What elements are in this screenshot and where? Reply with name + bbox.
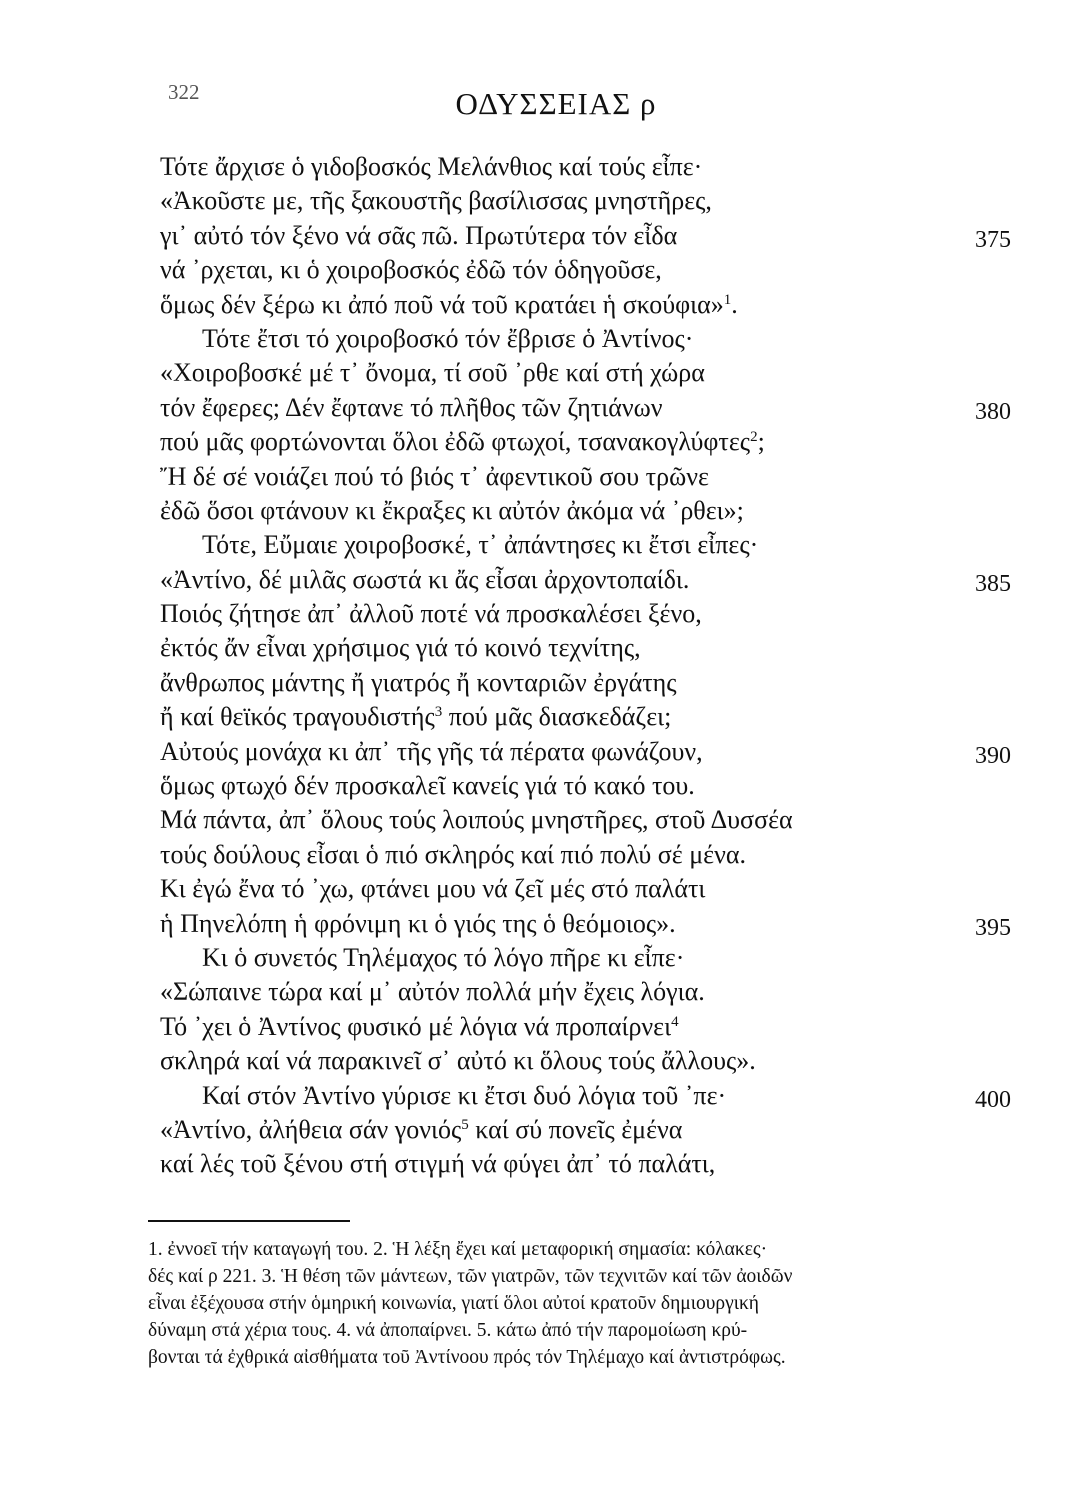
verse-line (160, 769, 920, 803)
verse-line (160, 838, 920, 872)
verse-line-number: 380 (975, 398, 1011, 425)
verse-text: ὅμως φτωχό δέν προσκαλεῖ κανείς γιά τό κακό του. (160, 771, 695, 801)
verse-line (160, 872, 920, 906)
verse-text: ἄνθρωπος μάντης ἤ γιατρός ἤ κονταριῶν ἐργάτης (160, 667, 677, 697)
verse-line (160, 288, 920, 322)
verse-line (160, 150, 920, 184)
verse-line (160, 735, 1011, 769)
footnote-line: βονται τά ἐχθρικά αἰσθήματα τοῦ Ἀντίνοου πρός τόν Τηλέμαχο καί ἀντιστρόφως. (148, 1347, 786, 1368)
verse-line (160, 460, 920, 494)
verse-text: Τότε ἔτσι τό χοιροβοσκό τόν ἔβρισε ὁ Ἀντίνος· (202, 323, 694, 353)
footnote-marker: 2 (750, 429, 758, 446)
verse-text: ἤ καί θεϊκός τραγουδιστής (160, 702, 435, 732)
verse-text-continued: πού μᾶς διασκεδάζει; (442, 702, 672, 732)
verse-text: «Ἀκοῦστε με, τῆς ξακουστῆς βασίλισσας μνηστῆρες, (160, 186, 712, 216)
verse-line (160, 391, 1011, 425)
verse-text: ἐκτός ἄν εἶναι χρήσιμος γιά τό κοινό τεχνίτης, (160, 633, 641, 663)
verse-text: Κι ἐγώ ἔνα τό ᾽χω, φτάνει μου νά ζεῖ μές στό παλάτι (160, 874, 706, 904)
verse-line (160, 253, 920, 287)
verse-line (160, 322, 920, 356)
footnote-line: δές καί ρ 221. 3. Ἡ θέση τῶν μάντεων, τῶν γιατρῶν, τῶν τεχνιτῶν καί τῶν ἀοιδῶν (148, 1266, 793, 1287)
verse-text: «Ἀντίνο, δέ μιλᾶς σωστά κι ἄς εἶσαι ἀρχοντοπαίδι. (160, 564, 690, 594)
verse-line (160, 597, 920, 631)
running-head-title: ΟΔΥΣΣΕΙΑΣ ρ (455, 86, 657, 121)
footnote-line: εἶναι ἐξέχουσα στήν ὁμηρική κοινωνία, γιατί ὅλοι αὐτοί κρατοῦν δημιουργική (148, 1293, 759, 1314)
verse-text: Τότε, Εὔμαιε χοιροβοσκέ, τ᾿ ἀπάντησες κι ἔτσι εἶπες· (202, 530, 759, 560)
verse-line (160, 907, 1011, 941)
verse-text: τούς δούλους εἶσαι ὁ πιό σκληρός καί πιό πολύ σέ μένα. (160, 839, 746, 869)
verse-line (160, 1079, 1011, 1113)
verse-line (160, 975, 920, 1009)
verse-text-continued: ; (757, 427, 765, 457)
footnote-rule (148, 1220, 350, 1222)
footnote-line: δύναμη στά χέρια τους. 4. νά ἀποπαίρνει. 5. κάτω ἀπό τήν παρομοίωση κρύ- (148, 1320, 748, 1341)
verse-line-number: 400 (975, 1086, 1011, 1113)
verse-text: Τότε ἄρχισε ὁ γιδοβοσκός Μελάνθιος καί τούς εἶπε· (160, 152, 703, 181)
verse-text: γι᾿ αὐτό τόν ξένο νά σᾶς πῶ. Πρωτύτερα τόν εἶδα (160, 220, 678, 250)
verse-text: καί λές τοῦ ξένου στή στιγμή νά φύγει ἀπ᾿ τό παλάτι, (160, 1149, 716, 1179)
verse-line (160, 528, 920, 562)
verse-line (160, 803, 920, 837)
verse-line (160, 356, 920, 390)
verse-text: Μά πάντα, ἀπ᾿ ὅλους τούς λοιπούς μνηστῆρες, στοῦ Δυσσέα (160, 805, 793, 835)
verse-line (160, 1147, 920, 1181)
verse-line-number: 395 (975, 914, 1011, 941)
verse-line (160, 184, 920, 218)
verse-line (160, 700, 920, 734)
verse-line-number: 390 (975, 742, 1011, 769)
verse-text: ἡ Πηνελόπη ἡ φρόνιμη κι ὁ γιός της ὁ θεόμοιος». (160, 908, 676, 938)
verse-line (160, 494, 920, 528)
verse-line-number: 375 (975, 226, 1011, 253)
verse-text: τόν ἔφερες; Δέν ἔφτανε τό πλῆθος τῶν ζητιάνων (160, 392, 663, 422)
verse-line (160, 1010, 920, 1044)
verse-text-continued: καί σύ πονεῖς ἐμένα (468, 1114, 683, 1144)
footnote-marker: 5 (461, 1116, 469, 1133)
verse-text: Αὐτούς μονάχα κι ἀπ᾿ τῆς γῆς τά πέρατα φωνάζουν, (160, 736, 703, 766)
page-number: 322 (168, 80, 200, 104)
verse-text: «Ἀντίνο, ἀλήθεια σάν γονιός (160, 1114, 462, 1144)
verse-text: νά ᾽ρχεται, κι ὁ χοιροβοσκός ἐδῶ τόν ὁδηγοῦσε, (160, 255, 662, 285)
verse-line (160, 563, 1011, 597)
footnote-marker: 3 (434, 704, 443, 721)
verse-text: «Χοιροβοσκέ μέ τ᾿ ὄνομα, τί σοῦ ᾽ρθε καί στή χώρα (160, 358, 705, 388)
verse-text: Ποιός ζήτησε ἀπ᾿ ἀλλοῦ ποτέ νά προσκαλέσει ξένο, (160, 599, 702, 629)
verse-block (160, 150, 1011, 1182)
verse-line (160, 666, 920, 700)
verse-line-number: 385 (975, 570, 1011, 597)
verse-text: σκληρά καί νά παρακινεῖ σ᾿ αὐτό κι ὅλους τούς ἄλλους». (160, 1046, 756, 1076)
verse-line (160, 425, 920, 459)
verse-text: Τό ᾽χει ὁ Ἀντίνος φυσικό μέ λόγια νά προπαίρνει (160, 1011, 672, 1041)
verse-text: Κι ὁ συνετός Τηλέμαχος τό λόγο πῆρε κι εἶπε· (202, 942, 685, 972)
verse-line (160, 1044, 920, 1078)
verse-text: ὅμως δέν ξέρω κι ἀπό ποῦ νά τοῦ κρατάει ἡ σκούφια» (160, 289, 724, 319)
verse-text-continued: . (731, 289, 738, 319)
footnote-marker: 4 (671, 1013, 679, 1030)
verse-text: πού μᾶς φορτώνονται ὅλοι ἐδῶ φτωχοί, τσανακογλύφτες (160, 427, 751, 457)
footnotes (148, 1236, 978, 1371)
verse-line (160, 631, 920, 665)
verse-line (160, 1113, 920, 1147)
footnote-marker: 1 (723, 291, 732, 308)
verse-line (160, 219, 1011, 253)
verse-line (160, 941, 920, 975)
verse-text: «Σώπαινε τώρα καί μ᾿ αὐτόν πολλά μήν ἔχεις λόγια. (160, 977, 705, 1007)
verse-text: Ἤ δέ σέ νοιάζει πού τό βιός τ᾿ ἀφεντικοῦ σου τρῶνε (160, 461, 709, 491)
verse-text: Καί στόν Ἀντίνο γύρισε κι ἔτσι δυό λόγια τοῦ ᾽πε· (202, 1080, 727, 1110)
verse-text: ἐδῶ ὅσοι φτάνουν κι ἔκραξες κι αὐτόν ἀκόμα νά ᾽ρθει»; (160, 495, 744, 525)
footnote-line: 1. ἐννοεῖ τήν καταγωγή του. 2. Ἡ λέξη ἔχει καί μεταφορική σημασία: κόλακες· (148, 1239, 768, 1260)
